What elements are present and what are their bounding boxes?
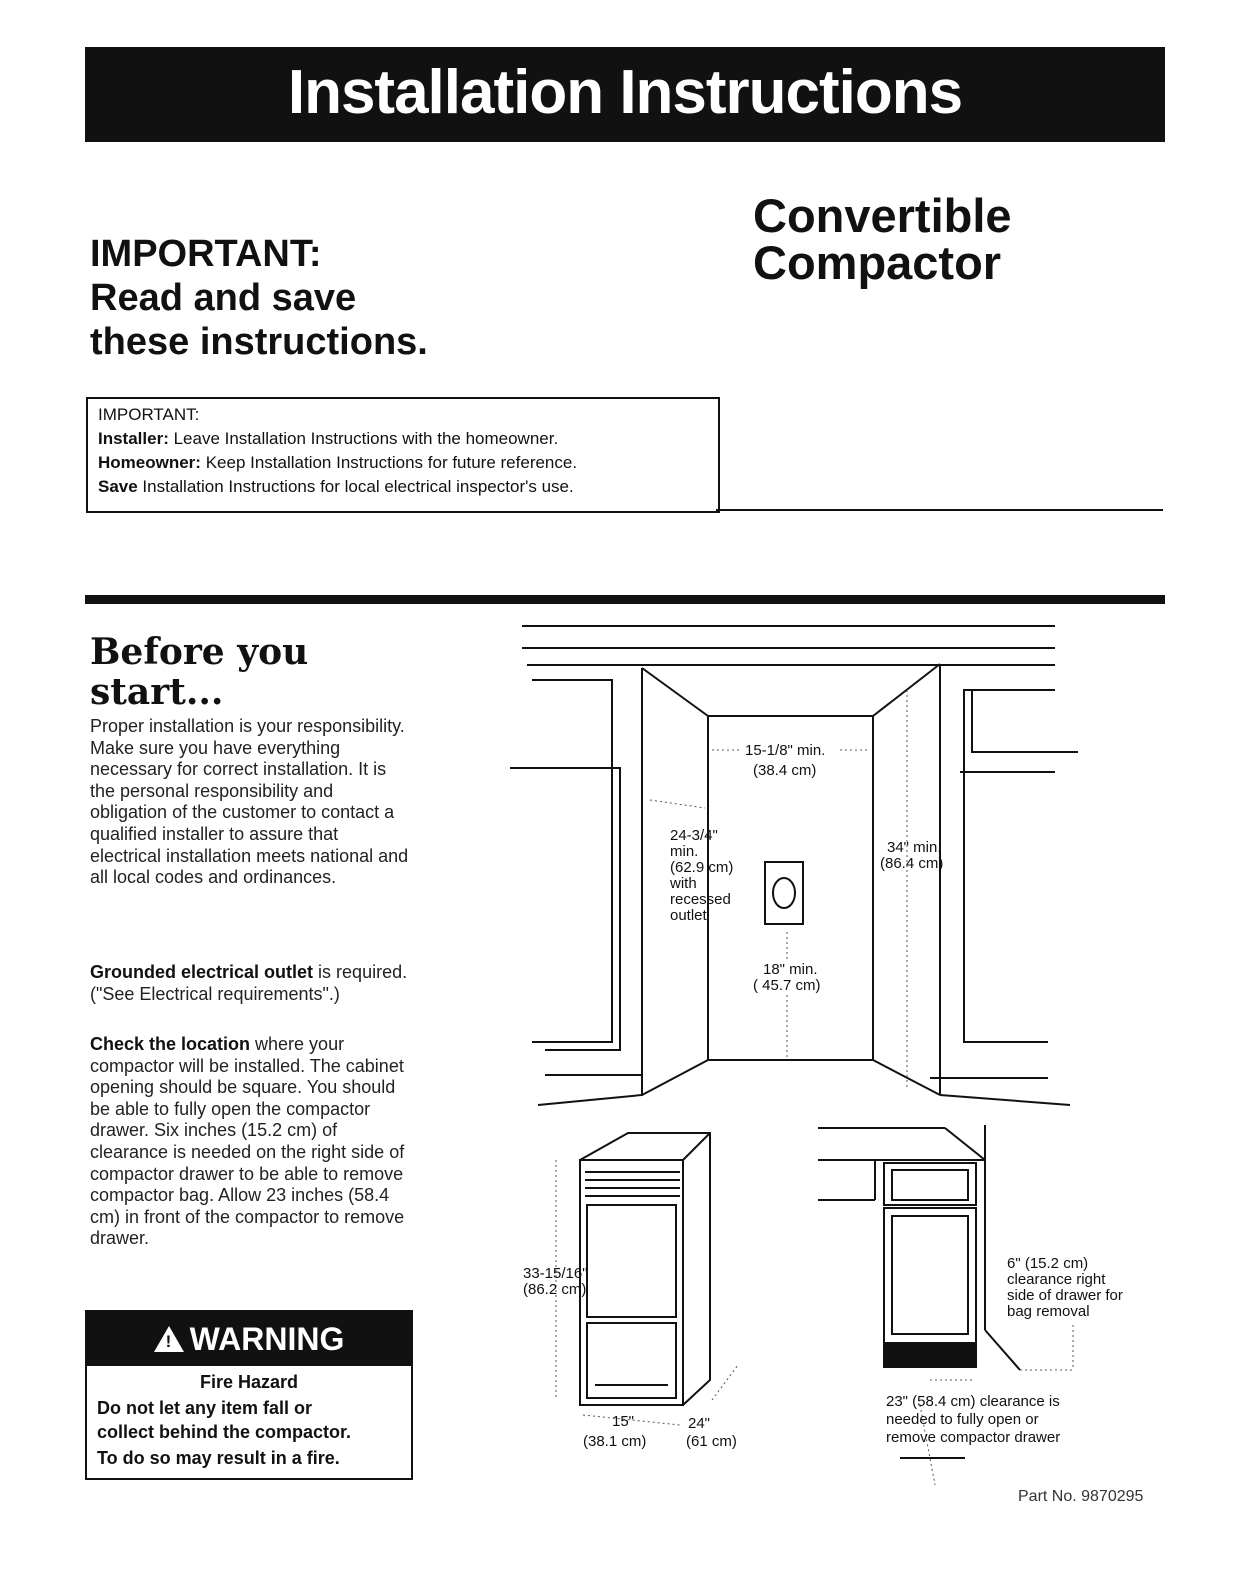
product-title-line: Convertible	[753, 189, 1012, 242]
warning-line: To do so may result in a fire.	[97, 1448, 340, 1468]
cabinet-opening-diagram	[510, 626, 1078, 1105]
dim-label: recessed	[670, 891, 731, 908]
dim-label: needed to fully open or	[886, 1411, 1039, 1428]
important-line: Read and save	[90, 277, 357, 319]
dim-label: 33-15/16"	[523, 1265, 588, 1282]
notice-installer: Installer: Leave Installation Instructions with the homeowner.	[98, 429, 559, 448]
dim-label: (38.4 cm)	[753, 762, 817, 779]
dim-label: 34" min.	[887, 839, 942, 856]
dim-label: (86.4 cm)	[880, 855, 944, 872]
important-line: IMPORTANT:	[90, 233, 322, 275]
dim-label: 24"	[688, 1415, 711, 1432]
warning-line: Do not let any item fall or	[97, 1398, 313, 1418]
notice-title: IMPORTANT:	[98, 405, 200, 424]
warning-icon: !	[154, 1326, 184, 1352]
warning-hazard: Fire Hazard	[199, 1372, 299, 1392]
warning-label: WARNING	[189, 1321, 345, 1357]
warning-line: collect behind the compactor.	[97, 1422, 352, 1442]
dim-label: min.	[670, 843, 699, 860]
dim-label: with	[670, 875, 697, 892]
dim-label: ( 45.7 cm)	[753, 977, 821, 994]
dim-label: (86.2 cm)	[523, 1281, 587, 1298]
notice-save: Save Installation Instructions for local electrical inspector's use.	[98, 477, 574, 496]
dim-label: 15"	[612, 1413, 635, 1430]
dim-label: bag removal	[1007, 1303, 1090, 1320]
intro-paragraph: Proper installation is your responsibility. Make sure you have everything necessary for correct installation. It is the personal responsibility and obligation of the customer to contact a qualified installer to assure that electrical installation meets national and all local codes and ordinances.	[90, 716, 409, 888]
dim-label: 15-1/8" min.	[745, 742, 826, 759]
notice-homeowner: Homeowner: Keep Installation Instructions for future reference.	[98, 453, 578, 472]
page-title: Installation Instructions	[287, 58, 963, 127]
dim-label: side of drawer for	[1007, 1287, 1123, 1304]
dim-label: 23" (58.4 cm) clearance is	[886, 1393, 1060, 1410]
important-line: these instructions.	[90, 321, 428, 363]
dim-label: (61 cm)	[686, 1433, 737, 1450]
dim-label: remove compactor drawer	[886, 1429, 1061, 1446]
compactor-unit-diagram	[580, 1133, 710, 1405]
part-number: Part No. 9870295	[1018, 1488, 1144, 1505]
dim-label: outlet	[670, 907, 707, 924]
dim-label: 6" (15.2 cm)	[1007, 1255, 1089, 1272]
dim-label: (38.1 cm)	[583, 1433, 647, 1450]
dim-label: clearance right	[1007, 1271, 1106, 1288]
section-title-line: start...	[90, 671, 224, 713]
section-title-line: Before you	[90, 631, 309, 673]
outlet-paragraph: Grounded electrical outlet is required. ("See Electrical requirements".)	[90, 962, 408, 1004]
dim-label: 18" min.	[763, 961, 818, 978]
location-paragraph: Check the location where your compactor will be installed. The cabinet opening should be square. You should be able to fully open the compactor drawer. Six inches (15.2 cm) of clearance is needed on the right side of compactor drawer to be able to remove compactor bag. Allow 23 inches (58.4 cm) in front of the compactor to remove drawer.	[90, 1034, 405, 1249]
dim-label: (62.9 cm)	[670, 859, 734, 876]
product-title-line: Compactor	[753, 236, 1002, 289]
dim-label: 24-3/4"	[670, 827, 718, 844]
